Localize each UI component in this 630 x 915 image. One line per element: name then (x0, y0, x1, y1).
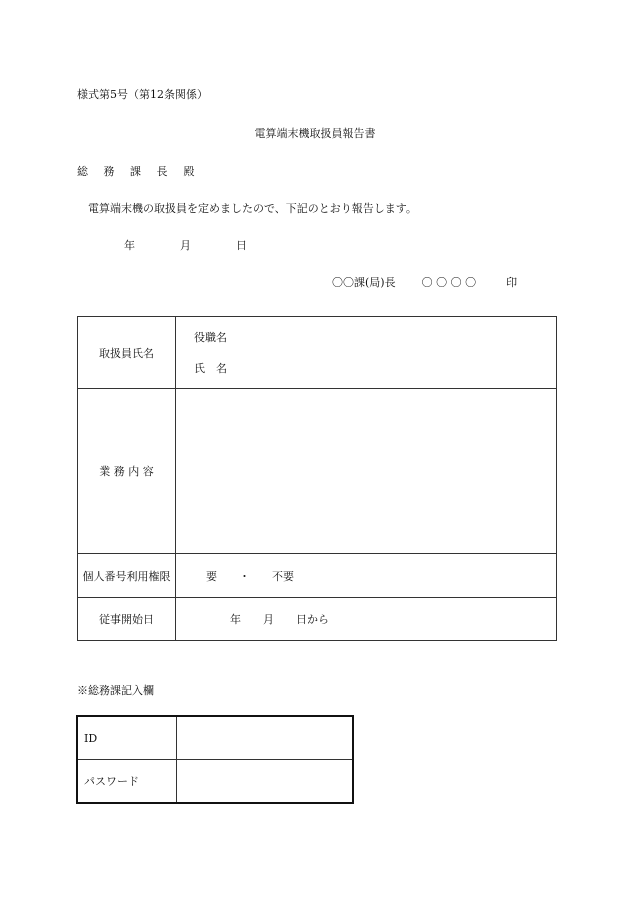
admin-table (76, 715, 354, 804)
table-row-start-date (78, 598, 557, 641)
signer-name: 〇 〇 〇 〇 (421, 276, 477, 289)
admin-note: ※総務課記入欄 (77, 684, 154, 697)
id-cell[interactable] (177, 716, 354, 760)
report-date (124, 237, 247, 253)
date-day: 日 (236, 239, 247, 252)
password-cell[interactable] (177, 760, 354, 804)
table-row-my-number (78, 554, 557, 598)
table-row-password (77, 760, 353, 804)
start-date-label: 従事開始日 (78, 598, 176, 641)
table-row-duties (78, 389, 557, 554)
addressee-honorific: 殿 (183, 165, 201, 178)
duties-cell[interactable] (176, 389, 557, 554)
staff-name-label: 取扱員氏名 (78, 317, 176, 389)
date-month: 月 (180, 239, 191, 252)
addressee (77, 163, 201, 179)
duties-label: 業 務 内 容 (78, 389, 176, 554)
password-label: パスワード (77, 760, 177, 804)
id-label: ID (77, 716, 177, 760)
body-text: 電算端末機の取扱員を定めましたので、下記のとおり報告します。 (88, 202, 417, 215)
staff-name-cell[interactable] (176, 317, 557, 389)
signer-department: 〇〇課(局)長 (332, 276, 396, 289)
signature-line (332, 274, 517, 290)
my-number-options[interactable]: 要 ・ 不要 (176, 554, 557, 598)
name-label: 氏 名 (194, 361, 227, 375)
start-date-cell[interactable]: 年 月 日から (176, 598, 557, 641)
date-year: 年 (124, 239, 135, 252)
report-table (77, 316, 557, 641)
addressee-name: 総 務 課 長 (77, 165, 174, 178)
form-number: 様式第5号（第12条関係） (77, 88, 208, 101)
position-label: 役職名 (194, 330, 227, 344)
table-row-id (77, 716, 353, 760)
my-number-label: 個人番号利用権限 (78, 554, 176, 598)
table-row-staff-name (78, 317, 557, 389)
seal-mark: 印 (506, 276, 518, 289)
document-title: 電算端末機取扱員報告書 (254, 127, 376, 140)
